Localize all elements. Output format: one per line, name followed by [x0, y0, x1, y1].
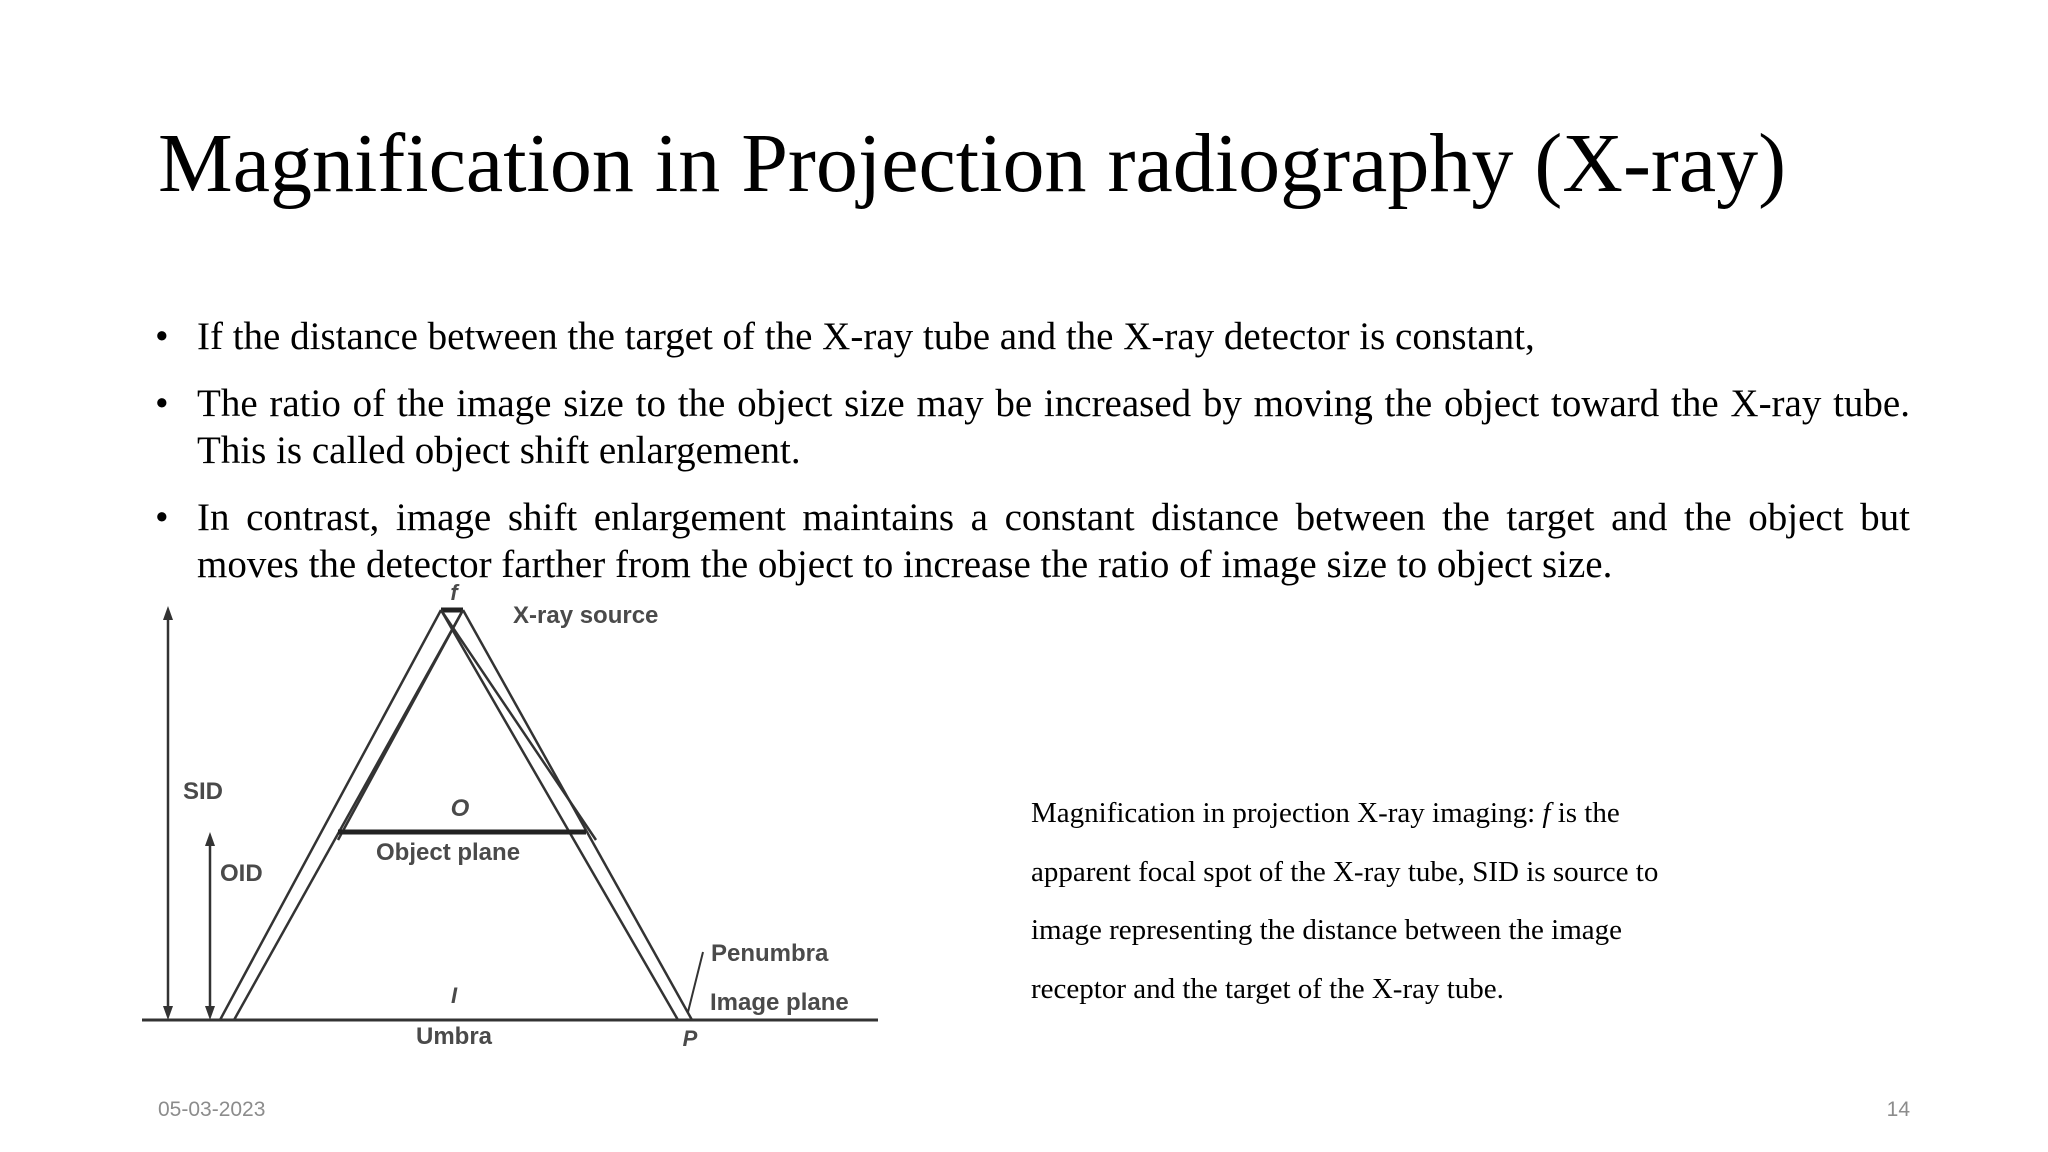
sid-arrow-head-top [163, 606, 173, 620]
bullet-item [155, 380, 1910, 474]
label-sid: SID [183, 778, 224, 805]
label-object-plane: Object plane [376, 839, 521, 866]
penumbra-pointer [688, 952, 703, 1012]
label-o: O [450, 795, 470, 822]
beam-line [220, 610, 441, 1020]
label-penumbra: Penumbra [711, 940, 829, 967]
bullet-item [155, 313, 1910, 360]
label-image-plane: Image plane [710, 989, 849, 1016]
bullet-marker: • [155, 496, 169, 539]
beam-line [463, 610, 692, 1020]
bullet-text: The ratio of the image size to the object size may be increased by moving the object toward the X-ray tube. This is called object shift enlargement. [197, 382, 1910, 472]
caption-line: Magnification in projection X-ray imaging: f is the [1031, 797, 1620, 829]
footer-date: 05-03-2023 [158, 1098, 266, 1121]
bullet-list [155, 313, 1910, 608]
caption-line: receptor and the target of the X-ray tube. [1031, 972, 1504, 1005]
label-f: f [450, 580, 458, 605]
label-xray-source: X-ray source [513, 602, 659, 629]
label-umbra: Umbra [415, 1023, 493, 1050]
bullet-text: If the distance between the target of the X-ray tube and the X-ray detector is constant, [197, 315, 1535, 358]
beam-line [441, 610, 678, 1020]
beam-line [338, 610, 463, 840]
bullet-marker: • [155, 382, 169, 425]
caption-line: image representing the distance between the image [1031, 914, 1623, 946]
bullet-item [155, 494, 1910, 588]
slide-title: Magnification in Projection radiography (X-ray) [158, 117, 1787, 210]
oid-arrow-head-bottom [205, 1006, 215, 1020]
caption-italic-f: f [1542, 797, 1551, 829]
figure-caption [1031, 784, 1751, 1018]
bullet-marker: • [155, 315, 169, 358]
magnification-diagram [138, 580, 888, 1060]
bullet-text: In contrast, image shift enlargement maintains a constant distance between the target and the object but moves the detector farther from the object to increase the ratio of image size to object size. [197, 496, 1910, 586]
sid-arrow-head-bottom [163, 1006, 173, 1020]
label-p: P [682, 1026, 698, 1051]
oid-arrow-head-top [205, 832, 215, 846]
caption-line: apparent focal spot of the X-ray tube, SID is source to [1031, 855, 1659, 888]
page-number: 14 [1886, 1098, 1910, 1121]
label-i: I [450, 983, 458, 1008]
label-oid: OID [220, 860, 263, 887]
